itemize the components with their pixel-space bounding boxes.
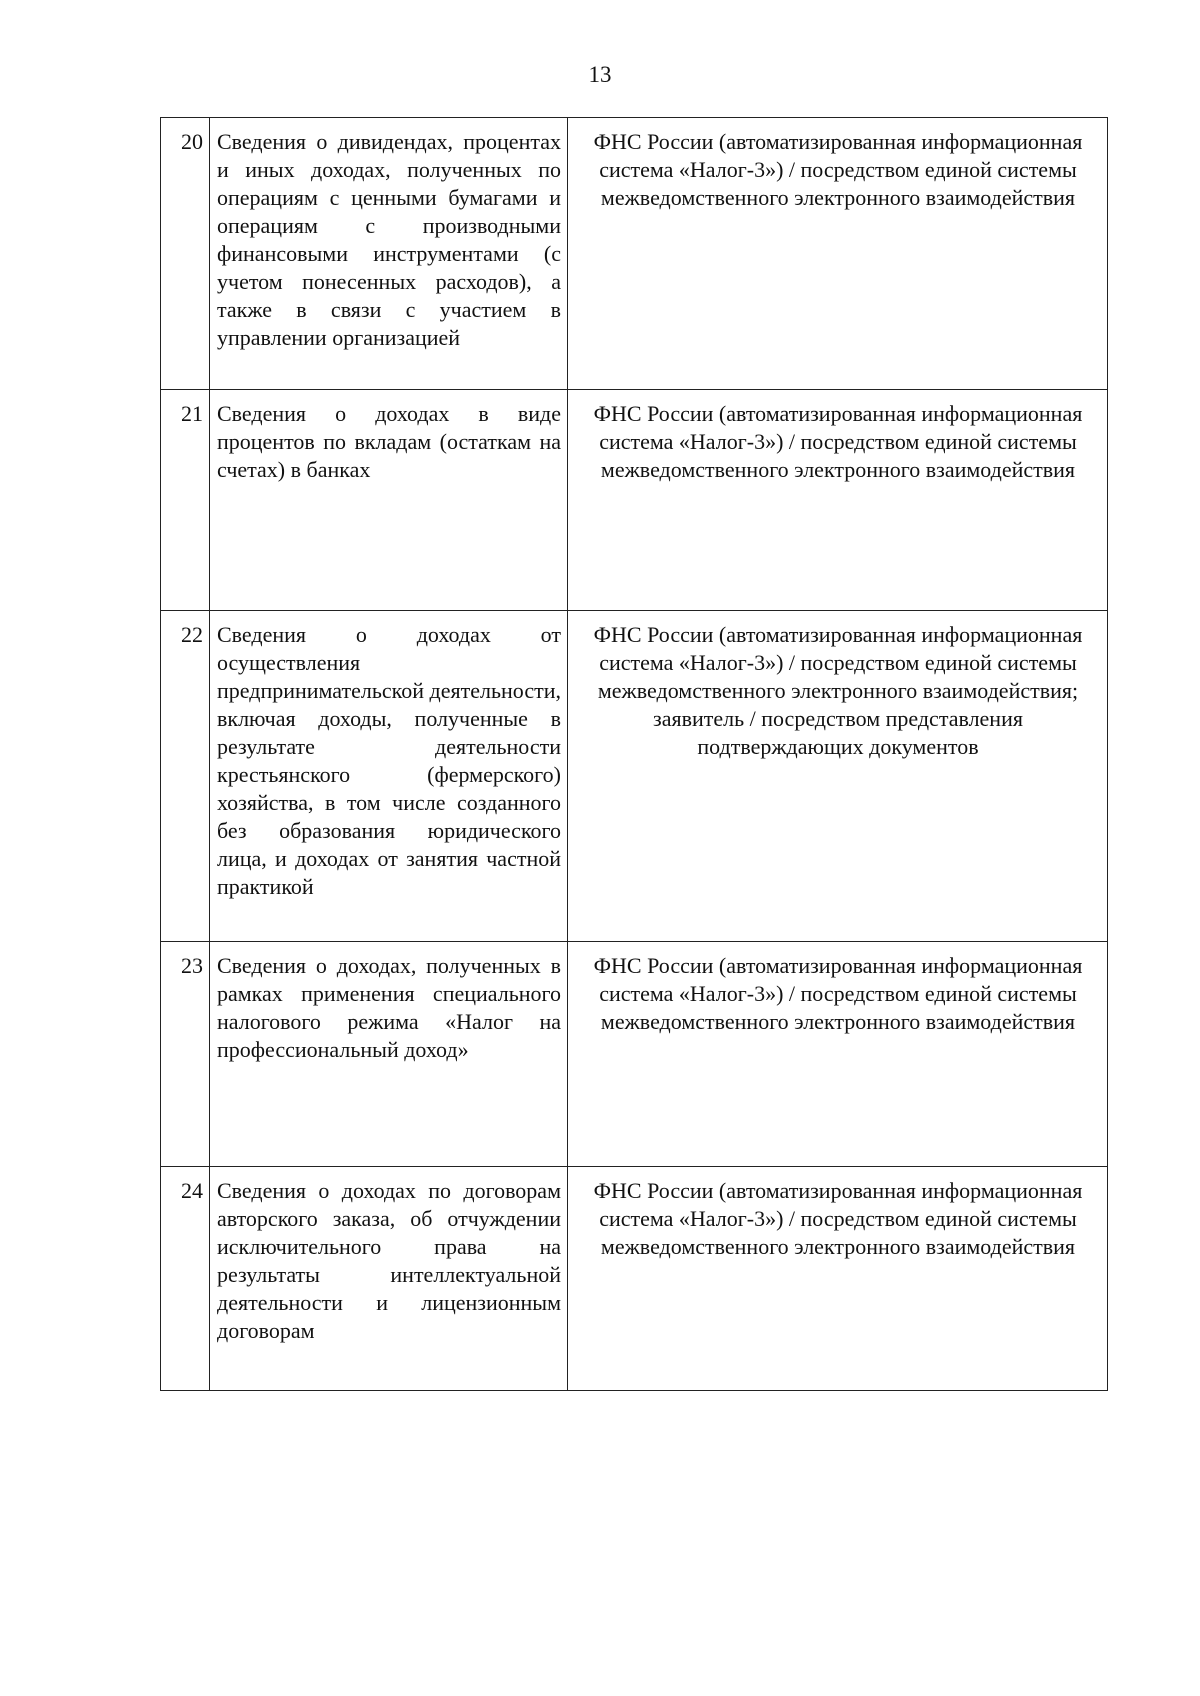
row-source: ФНС России (автоматизированная информационная система «Налог-3») / посредством единой системы межведомственного электронного взаимодействия [568, 1167, 1108, 1391]
table-row [161, 118, 1108, 390]
page-number: 13 [588, 62, 612, 87]
row-source: ФНС России (автоматизированная информационная система «Налог-3») / посредством единой системы межведомственного электронного взаимодействия [568, 118, 1108, 390]
row-number: 24 [161, 1167, 210, 1391]
table-row [161, 611, 1108, 942]
row-description: Сведения о доходах в виде процентов по вкладам (остаткам на счетах) в банках [210, 390, 568, 611]
table-row [161, 390, 1108, 611]
row-description: Сведения о доходах, полученных в рамках применения специального налогового режима «Налог на профессиональный доход» [210, 942, 568, 1167]
row-source: ФНС России (автоматизированная информационная система «Налог-3») / посредством единой системы межведомственного электронного взаимодействия [568, 942, 1108, 1167]
row-number: 20 [161, 118, 210, 390]
row-number: 23 [161, 942, 210, 1167]
table-row [161, 1167, 1108, 1391]
row-source: ФНС России (автоматизированная информационная система «Налог-3») / посредством единой системы межведомственного электронного взаимодействия; заявитель / посредством представления подтверждающих документов [568, 611, 1108, 942]
row-description: Сведения о дивидендах, процентах и иных доходах, полученных по операциям с ценными бумагами и операциям с производными финансовыми инструментами (с учетом понесенных расходов), а также в связи с участием в управлении организацией [210, 118, 568, 390]
row-description: Сведения о доходах по договорам авторского заказа, об отчуждении исключительного права на результаты интеллектуальной деятельности и лицензионным договорам [210, 1167, 568, 1391]
table-row [161, 942, 1108, 1167]
row-source: ФНС России (автоматизированная информационная система «Налог-3») / посредством единой системы межведомственного электронного взаимодействия [568, 390, 1108, 611]
row-description: Сведения о доходах от осуществления предпринимательской деятельности, включая доходы, полученные в результате деятельности крестьянского (фермерского) хозяйства, в том числе созданного без образования юридического лица, и доходах от занятия частной практикой [210, 611, 568, 942]
row-number: 22 [161, 611, 210, 942]
row-number: 21 [161, 390, 210, 611]
income-sources-table [160, 117, 1108, 1391]
